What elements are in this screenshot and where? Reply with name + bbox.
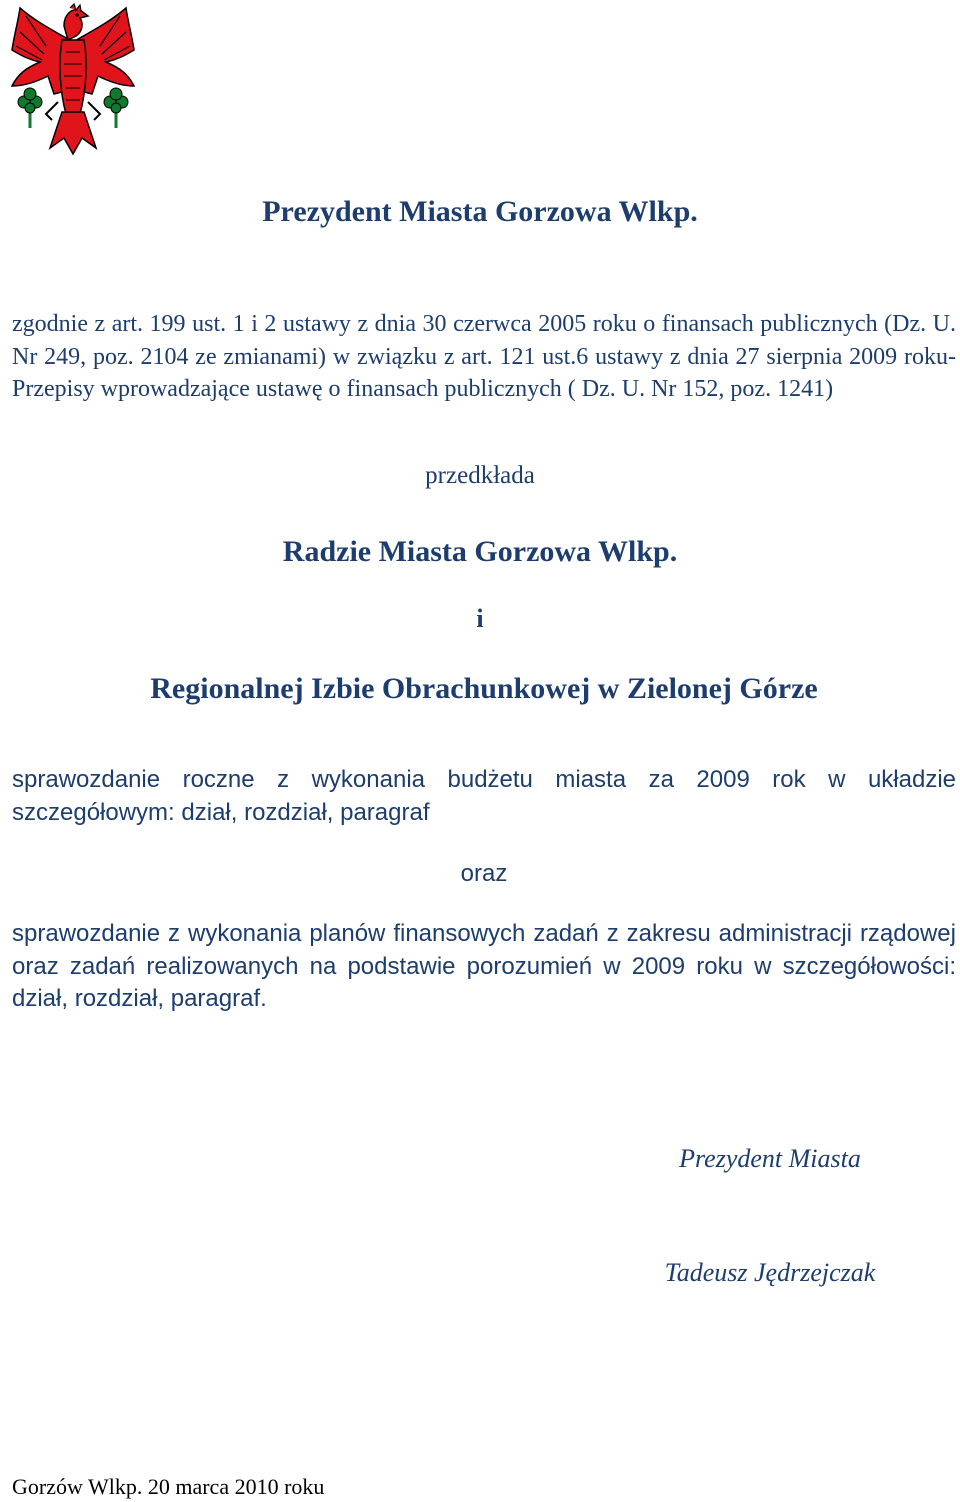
connector-label: oraz: [460, 860, 508, 887]
signature-role: Prezydent Miasta: [679, 1144, 861, 1173]
recipient-city-council: Radzie Miasta Gorzowa Wlkp.: [282, 535, 678, 568]
signature-name: Tadeusz Jędrzejczak: [664, 1258, 876, 1287]
conjunction-label: i: [476, 604, 484, 633]
footer-place-date: Gorzów Wlkp. 20 marca 2010 roku: [12, 1474, 325, 1499]
report-1-paragraph: sprawozdanie roczne z wykonania budżetu miasta za 2009 rok w układzie szczegółowym: dział, rozdział, paragraf: [12, 766, 956, 826]
legal-basis-paragraph: zgodnie z art. 199 ust. 1 i 2 ustawy z dnia 30 czerwca 2005 roku o finansach publicznych (Dz. U. Nr 249, poz. 2104 ze zmianami) w związku z art. 121 ust.6 ustawy z dnia 27 sierpnia 2009 roku- Przepisy wprowadzające ustawę o finansach publicznych ( Dz. U. Nr 152, poz. 1241): [12, 311, 956, 402]
report-2-paragraph: sprawozdanie z wykonania planów finansowych zadań z zakresu administracji rządowej oraz zadań realizowanych na podstawie porozumień w 2009 roku w szczegółowości: dział, rozdział, paragraf.: [12, 920, 956, 1012]
page-title: Prezydent Miasta Gorzowa Wlkp.: [262, 195, 698, 228]
coat-of-arms-icon: [6, 2, 140, 158]
verb-line: przedkłada: [425, 462, 535, 489]
recipient-audit-chamber: Regionalnej Izbie Obrachunkowej w Zielonej Górze: [150, 672, 818, 705]
